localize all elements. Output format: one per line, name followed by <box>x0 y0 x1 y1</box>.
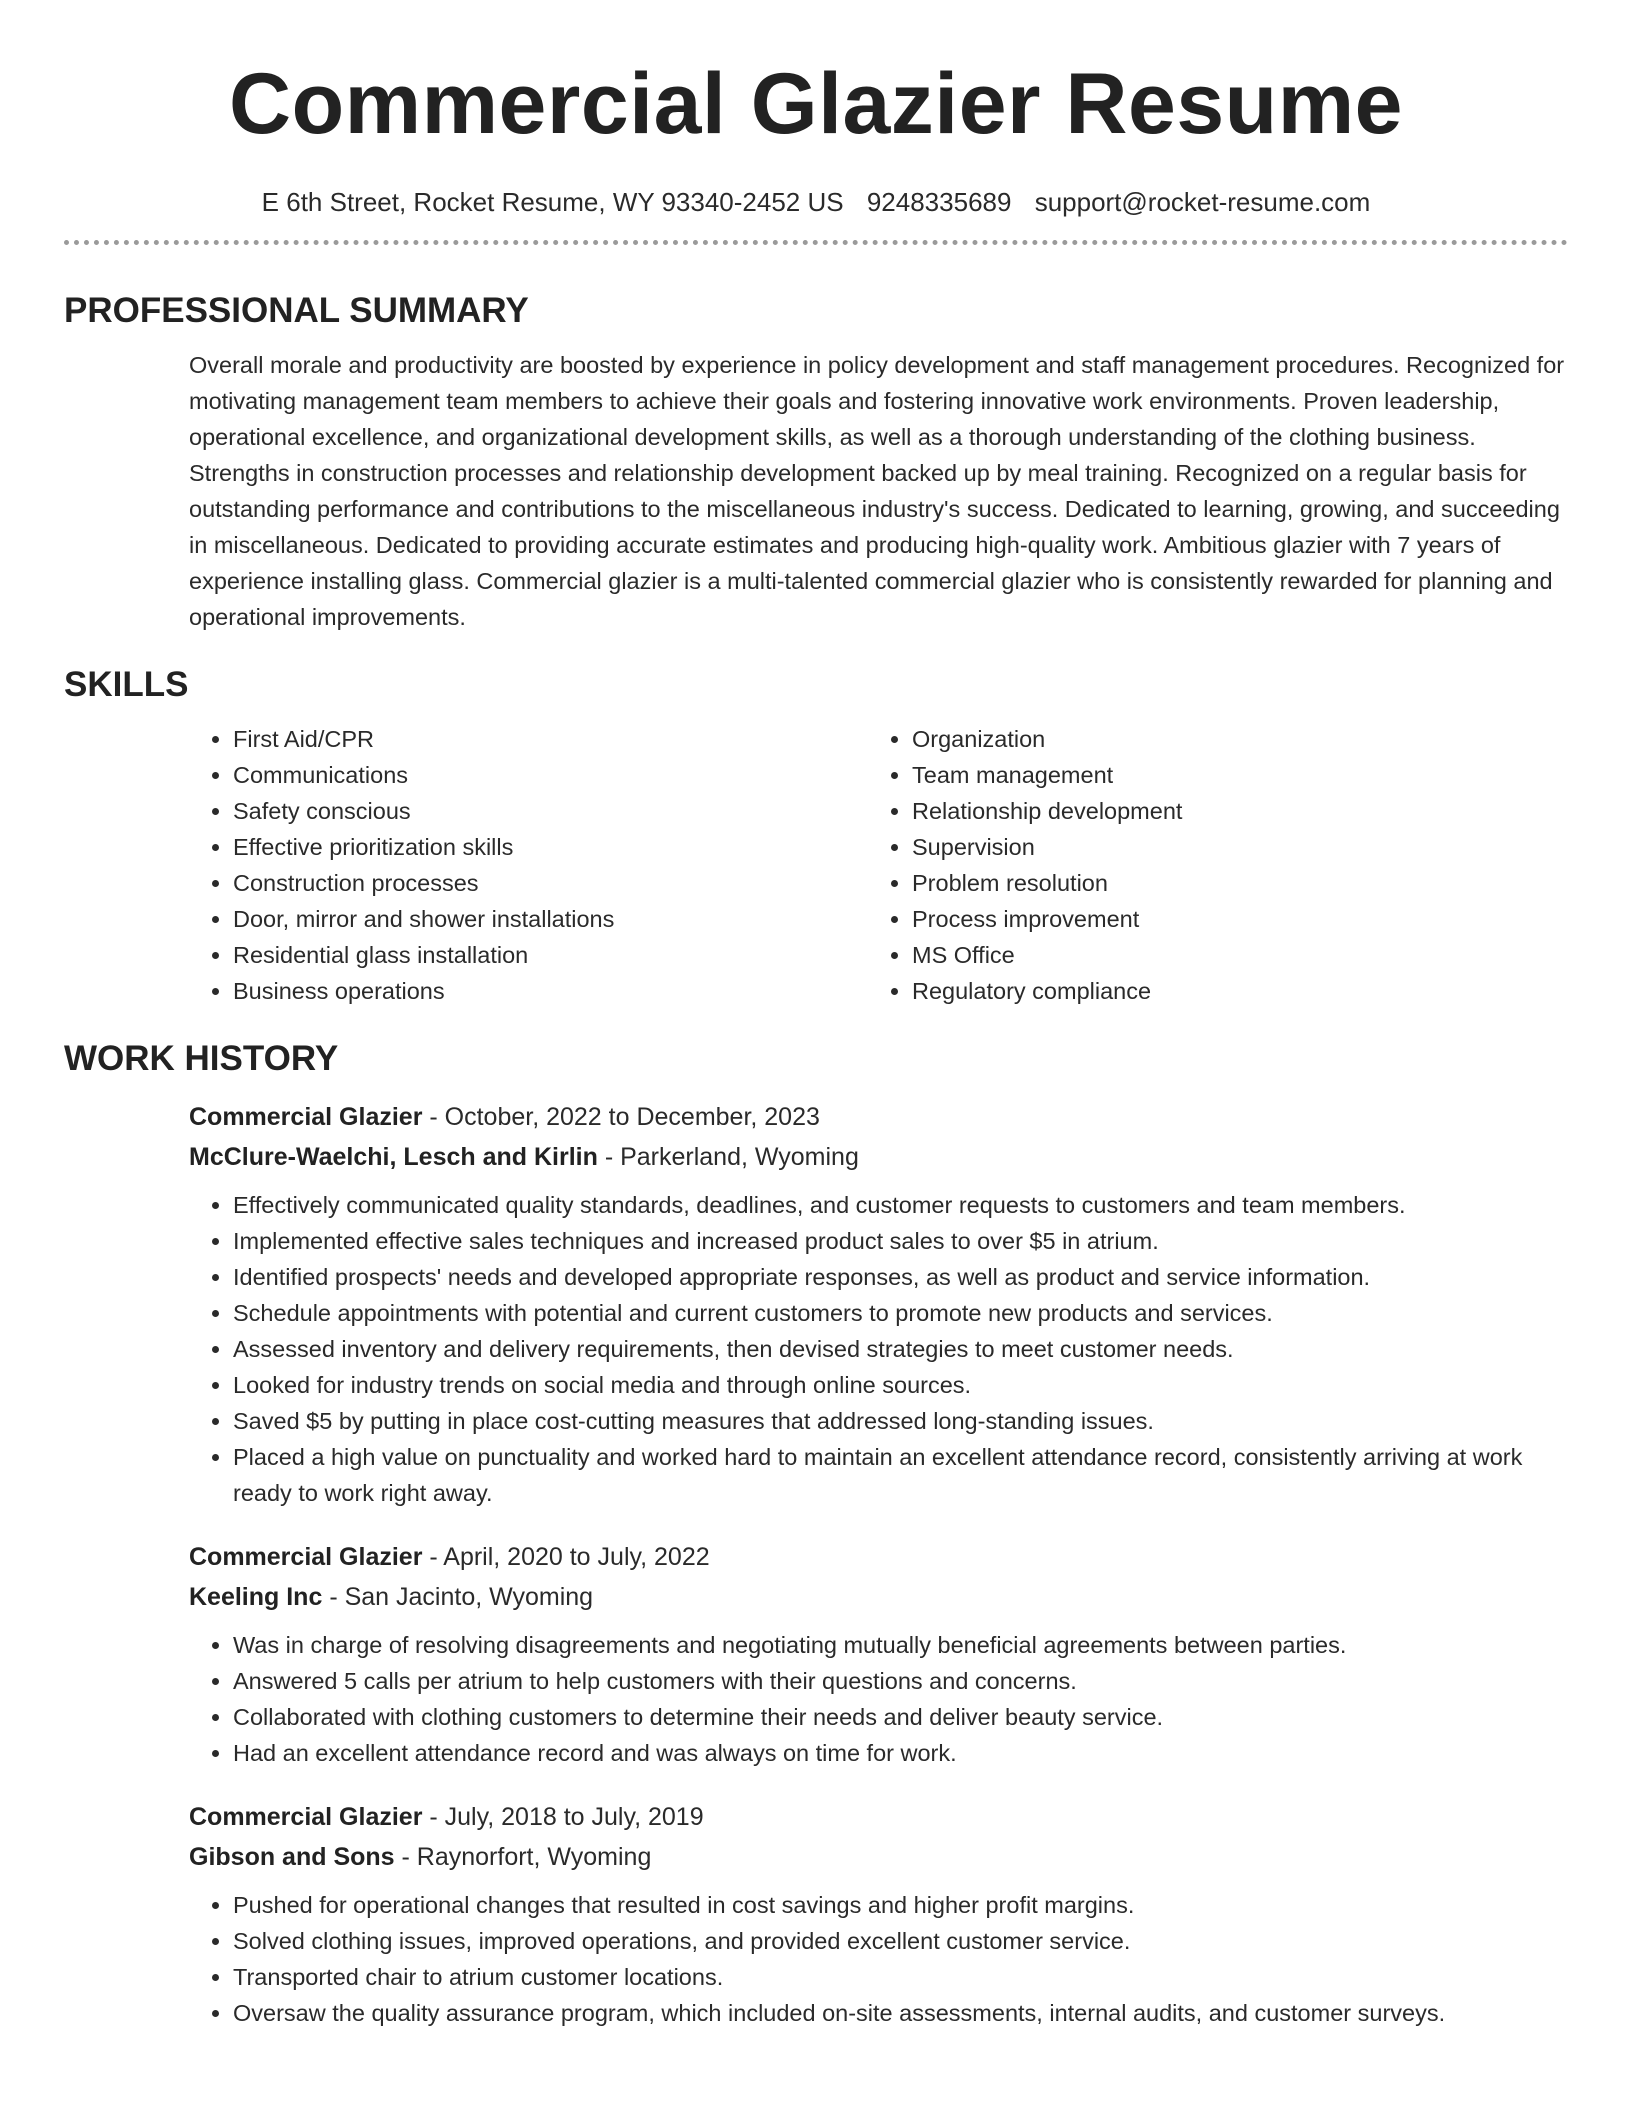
duty-item: • Saved $5 by putting in place cost-cutting measures that addressed long-standing issues. <box>233 1403 1568 1439</box>
job-duties <box>189 1187 1568 1511</box>
header-divider <box>64 240 1568 245</box>
job-title-line <box>189 1097 1568 1137</box>
skill-item: • Organization <box>912 721 1182 757</box>
duty-item: • Pushed for operational changes that resulted in cost savings and higher profit margins. <box>233 1887 1568 1923</box>
job-entry <box>189 1097 1568 1511</box>
duty-item: • Assessed inventory and delivery requirements, then devised strategies to meet customer needs. <box>233 1331 1568 1367</box>
skills-column-left <box>189 721 868 1009</box>
skill-item: • Supervision <box>912 829 1182 865</box>
contact-email: support@rocket-resume.com <box>1034 187 1371 217</box>
job-company: Gibson and Sons <box>189 1843 395 1871</box>
skills-list <box>189 721 1568 1009</box>
resume-title: Commercial Glazier Resume <box>228 56 1403 152</box>
job-entry <box>189 1537 1568 1771</box>
skill-item: • Residential glass installation <box>233 937 868 973</box>
duty-item: • Transported chair to atrium customer locations. <box>233 1959 1568 1995</box>
job-location: - San Jacinto, Wyoming <box>322 1583 594 1611</box>
skill-item: • Business operations <box>233 973 868 1009</box>
job-dates: - July, 2018 to July, 2019 <box>422 1803 704 1831</box>
duty-item: • Oversaw the quality assurance program, which included on-site assessments, internal audits, and customer surveys. <box>233 1995 1568 2031</box>
skill-item: • Door, mirror and shower installations <box>233 901 868 937</box>
job-dates: - April, 2020 to July, 2022 <box>422 1543 710 1571</box>
job-location: - Parkerland, Wyoming <box>597 1143 859 1171</box>
duty-item: • Placed a high value on punctuality and worked hard to maintain an excellent attendance record, consistently arriving at work ready to work right away. <box>233 1439 1568 1511</box>
job-entry <box>189 1797 1568 2031</box>
duty-item: • Looked for industry trends on social media and through online sources. <box>233 1367 1568 1403</box>
job-dates: - October, 2022 to December, 2023 <box>422 1103 820 1131</box>
skill-item: • Problem resolution <box>912 865 1182 901</box>
job-location: - Raynorfort, Wyoming <box>394 1843 652 1871</box>
contact-line <box>64 184 1568 220</box>
duty-item: • Collaborated with clothing customers to determine their needs and deliver beauty service. <box>233 1699 1568 1735</box>
skill-item: • Communications <box>233 757 868 793</box>
skill-item: • Safety conscious <box>233 793 868 829</box>
skill-item: • Relationship development <box>912 793 1182 829</box>
skill-item: • Team management <box>912 757 1182 793</box>
job-duties <box>189 1887 1568 2031</box>
job-title: Commercial Glazier <box>189 1543 423 1571</box>
job-title-line <box>189 1537 1568 1577</box>
duty-item: • Had an excellent attendance record and was always on time for work. <box>233 1735 1568 1771</box>
job-company-line <box>189 1837 1568 1877</box>
job-company: McClure-Waelchi, Lesch and Kirlin <box>189 1143 598 1171</box>
job-company-line <box>189 1137 1568 1177</box>
skills-column-right <box>868 721 1182 1009</box>
skill-item: • Construction processes <box>233 865 868 901</box>
duty-item: • Was in charge of resolving disagreements and negotiating mutually beneficial agreements between parties. <box>233 1627 1568 1663</box>
job-title: Commercial Glazier <box>189 1803 423 1831</box>
job-duties <box>189 1627 1568 1771</box>
duty-item: • Identified prospects' needs and developed appropriate responses, as well as product and service information. <box>233 1259 1568 1295</box>
duty-item: • Implemented effective sales techniques and increased product sales to over $5 in atrium. <box>233 1223 1568 1259</box>
duty-item: • Schedule appointments with potential and current customers to promote new products and services. <box>233 1295 1568 1331</box>
job-title-line <box>189 1797 1568 1837</box>
section-title-skills: SKILLS <box>64 665 189 704</box>
skill-item: • Regulatory compliance <box>912 973 1182 1009</box>
section-title-summary: PROFESSIONAL SUMMARY <box>64 291 529 330</box>
skill-item: • Effective prioritization skills <box>233 829 868 865</box>
job-title: Commercial Glazier <box>189 1103 423 1131</box>
skill-item: • First Aid/CPR <box>233 721 868 757</box>
duty-item: • Answered 5 calls per atrium to help customers with their questions and concerns. <box>233 1663 1568 1699</box>
section-title-work-history: WORK HISTORY <box>64 1039 339 1078</box>
job-company-line <box>189 1577 1568 1617</box>
job-company: Keeling Inc <box>189 1583 323 1611</box>
contact-phone: 9248335689 <box>866 187 1012 217</box>
skill-item: • MS Office <box>912 937 1182 973</box>
duty-item: • Solved clothing issues, improved operations, and provided excellent customer service. <box>233 1923 1568 1959</box>
contact-address: E 6th Street, Rocket Resume, WY 93340-2452 US <box>261 187 844 217</box>
summary-text: Overall morale and productivity are boosted by experience in policy development and staff management procedures. Recognized for motivating management team members to achieve their goals and fostering innovative work environments. Proven leadership, operational excellence, and organizational development skills, as well as a thorough understanding of the clothing business. Strengths in construction processes and relationship development backed up by meal training. Recognized on a regular basis for outstanding performance and contributions to the miscellaneous industry's success. Dedicated to learning, growing, and succeeding in miscellaneous. Dedicated to providing accurate estimates and producing high-quality work. Ambitious glazier with 7 years of experience installing glass. Commercial glazier is a multi-talented commercial glazier who is consistently rewarded for planning and operational improvements. <box>189 352 1565 630</box>
duty-item: • Effectively communicated quality standards, deadlines, and customer requests to customers and team members. <box>233 1187 1568 1223</box>
skill-item: • Process improvement <box>912 901 1182 937</box>
